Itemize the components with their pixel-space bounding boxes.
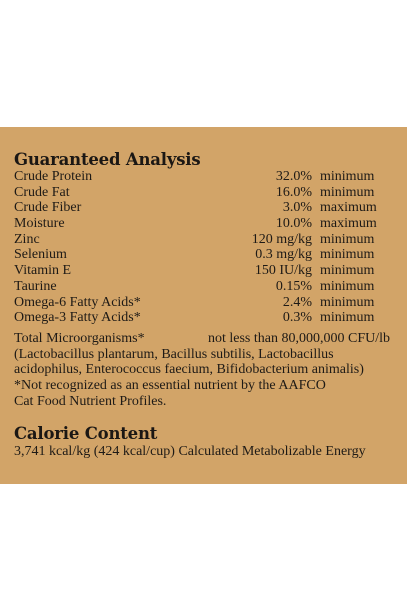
species-line: acidophilus, Enterococcus faecium, Bifidobacterium animalis) (14, 362, 364, 378)
analysis-row (14, 200, 394, 216)
nutrient-value: 32.0% (275, 169, 312, 184)
microorganisms-block (14, 331, 394, 409)
analysis-row (14, 185, 394, 201)
footnote-line: *Not recognized as an essential nutrient by the AAFCO (14, 378, 326, 394)
nutrient-qualifier: minimum (320, 278, 375, 294)
nutrient-value: 3.0% (282, 200, 312, 216)
nutrient-qualifier: minimum (320, 231, 375, 247)
nutrient-name: Omega-6 Fatty Acids* (14, 294, 141, 310)
footnote-line: Cat Food Nutrient Profiles. (14, 393, 167, 409)
nutrient-name: Crude Protein (14, 169, 93, 184)
analysis-row (14, 216, 394, 232)
guaranteed-analysis-heading: Guaranteed Analysis (14, 150, 201, 169)
calorie-content-text: 3,741 kcal/kg (424 kcal/cup) Calculated Metabolizable Energy (14, 444, 366, 459)
nutrient-name: Taurine (14, 278, 57, 294)
nutrient-name: Crude Fat (14, 184, 70, 200)
analysis-row (14, 279, 394, 295)
nutrient-value: 120 mg/kg (251, 231, 312, 247)
analysis-row (14, 247, 394, 263)
nutrient-value: 10.0% (275, 216, 312, 232)
nutrient-qualifier: minimum (320, 294, 375, 310)
nutrient-name: Selenium (14, 247, 67, 263)
microorganisms-name: Total Microorganisms* (14, 331, 145, 346)
nutrient-name: Vitamin E (14, 263, 72, 279)
nutrient-qualifier: minimum (320, 169, 375, 184)
nutrient-value: 0.3 mg/kg (255, 247, 312, 263)
nutrient-qualifier: maximum (320, 216, 377, 232)
nutrient-qualifier: minimum (320, 247, 375, 263)
nutrient-value: 0.15% (275, 278, 312, 294)
nutrient-name: Moisture (14, 216, 65, 232)
nutrient-name: Zinc (14, 231, 40, 247)
nutrient-value: 0.3% (282, 310, 312, 326)
calorie-content-heading: Calorie Content (14, 424, 158, 443)
analysis-row (14, 310, 394, 326)
analysis-row (14, 295, 394, 311)
nutrient-value: 2.4% (282, 294, 312, 310)
nutrient-name: Crude Fiber (14, 200, 82, 216)
species-line: (Lactobacillus plantarum, Bacillus subtilis, Lactobacillus (14, 346, 334, 362)
nutrient-value: 150 IU/kg (254, 263, 312, 279)
nutrient-value: 16.0% (275, 184, 312, 200)
analysis-row (14, 263, 394, 279)
microorganisms-row (14, 331, 394, 347)
nutrient-name: Omega-3 Fatty Acids* (14, 310, 141, 326)
nutrition-label-panel (0, 127, 407, 484)
nutrient-qualifier: minimum (320, 310, 375, 326)
nutrient-qualifier: minimum (320, 263, 375, 279)
analysis-row (14, 169, 394, 185)
nutrient-qualifier: maximum (320, 200, 377, 216)
analysis-table (14, 169, 394, 326)
microorganisms-value: not less than 80,000,000 CFU/lb (207, 331, 390, 346)
nutrient-qualifier: minimum (320, 184, 375, 200)
analysis-row (14, 232, 394, 248)
